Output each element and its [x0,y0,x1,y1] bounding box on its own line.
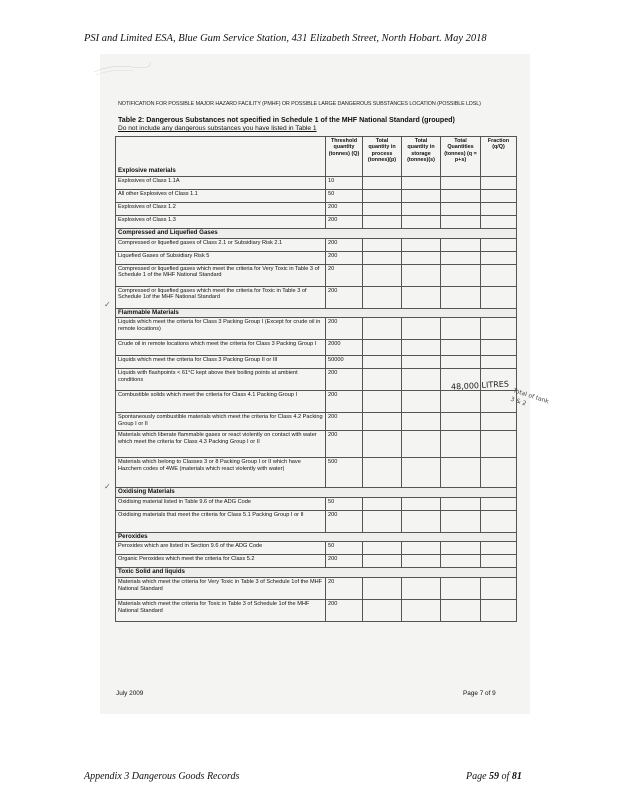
table-row [116,413,517,431]
threshold-value: 200 [326,238,363,251]
storage-cell [402,356,441,369]
total-cell [441,542,481,555]
substance-label: Liquids which meet the criteria for Class 3 Packing Group I (Except for crude oil in remote locations) [116,318,326,340]
process-cell [363,251,402,264]
storage-cell [402,216,441,229]
storage-cell [402,497,441,510]
scan-smudge-mark [92,58,152,78]
table-row [116,497,517,510]
storage-cell [402,264,441,286]
threshold-value: 500 [326,458,363,488]
storage-cell [402,413,441,431]
process-cell [363,431,402,458]
table-row [116,264,517,286]
document-header: PSI and Limited ESA, Blue Gum Service Station, 431 Elizabeth Street, North Hobart. May 2018 [84,33,487,44]
substance-label: Explosives of Class 1.1A [116,177,326,190]
table-row [116,286,517,308]
fraction-cell [481,177,517,190]
total-cell [441,318,481,340]
total-cell [441,391,481,413]
substance-label: Liquids with flashpoints < 61°C kept above their boiling points at ambient conditions [116,369,326,391]
dangerous-substances-table [115,136,517,622]
table-row [116,577,517,599]
total-cell [441,216,481,229]
storage-cell [402,369,441,391]
section-header-row [116,532,517,542]
section-title: Flammable Materials [116,308,517,318]
substance-label: Organic Peroxides which meet the criteria for Class 5.2 [116,555,326,568]
fraction-cell [481,318,517,340]
total-cell [441,356,481,369]
substance-label: Peroxides which are listed in Section 9.6 of the ADG Code [116,542,326,555]
storage-cell [402,431,441,458]
header-total: Total Quantities (tonnes) (q = p+s) [441,137,481,177]
table-row [116,340,517,356]
appendix-label: Appendix 3 Dangerous Goods Records [84,771,240,782]
header-process: Total quantity in process (tonnes)(p) [363,137,402,177]
table-row [116,177,517,190]
threshold-value: 200 [326,413,363,431]
process-cell [363,542,402,555]
process-cell [363,369,402,391]
section-title: Peroxides [116,532,517,542]
total-cell [441,510,481,532]
substance-label: Materials which meet the criteria for Very Toxic in Table 3 of Schedule 1of the MHF National Standard [116,577,326,599]
storage-cell [402,203,441,216]
page-number-total: 81 [511,771,522,782]
threshold-value: 200 [326,510,363,532]
storage-cell [402,190,441,203]
storage-cell [402,340,441,356]
notification-heading: NOTIFICATION FOR POSSIBLE MAJOR HAZARD FACILITY (PMHF) OR POSSIBLE LARGE DANGEROUS SUBSTANCES LOCATION (POSSIBLE LDSL) [118,101,481,107]
fraction-cell [481,251,517,264]
fraction-cell [481,431,517,458]
storage-cell [402,542,441,555]
substance-label: Combustible solids which meet the criteria for Class 4.1 Packing Group I [116,391,326,413]
total-cell [441,190,481,203]
section-title: Compressed and Liquefied Gases [116,229,517,239]
section-header-row [116,568,517,578]
process-cell [363,577,402,599]
substance-label: Materials which liberate flammable gases or react violently on contact with water which meet the criteria for Class 4.3 Packing Group I or II [116,431,326,458]
margin-tick-mark: ✓ [104,482,111,491]
table-row [116,458,517,488]
storage-cell [402,286,441,308]
fraction-cell [481,216,517,229]
total-cell [441,555,481,568]
process-cell [363,497,402,510]
fraction-cell [481,555,517,568]
table-row [116,555,517,568]
total-cell [441,238,481,251]
threshold-value: 200 [326,318,363,340]
fraction-cell [481,458,517,488]
process-cell [363,391,402,413]
process-cell [363,458,402,488]
threshold-value: 200 [326,216,363,229]
handwritten-note: Total of tank 3 & 2 [509,387,550,408]
storage-cell [402,458,441,488]
process-cell [363,190,402,203]
table-row [116,203,517,216]
handwritten-quantity: 48,000 LITRES [450,379,510,392]
fraction-cell [481,542,517,555]
substance-label: Materials which belong to Classes 3 or 8 Packing Group I or II which have Hazchem codes of 4WE (materials which react violently with water) [116,458,326,488]
fraction-cell [481,599,517,621]
section-explosive-materials: Explosive materials [116,137,326,177]
storage-cell [402,238,441,251]
page-number-current: 59 [489,771,500,782]
table-row [116,431,517,458]
table-row [116,216,517,229]
substance-label: Spontaneously combustible materials which meet the criteria for Class 4.2 Packing Group I or II [116,413,326,431]
substance-label: Oxidising material listed in Table 9.6 of the ADG Code [116,497,326,510]
process-cell [363,510,402,532]
substance-label: Crude oil in remote locations which meet the criteria for Class 3 Packing Group I [116,340,326,356]
substance-label: Compressed or liquefied gases of Class 2.1 or Subsidiary Risk 2.1 [116,238,326,251]
table-row [116,190,517,203]
substance-label: Explosives of Class 1.3 [116,216,326,229]
threshold-value: 50 [326,542,363,555]
storage-cell [402,555,441,568]
fraction-cell [481,577,517,599]
threshold-value: 200 [326,286,363,308]
substance-label: All other Explosives of Class 1.1 [116,190,326,203]
total-cell [441,251,481,264]
storage-cell [402,391,441,413]
total-cell [441,264,481,286]
table-row [116,542,517,555]
threshold-value: 2000 [326,340,363,356]
process-cell [363,555,402,568]
table-subtitle: Do not include any dangerous substances you have listed in Table 1 [118,125,317,132]
process-cell [363,356,402,369]
total-cell [441,413,481,431]
threshold-value: 200 [326,555,363,568]
process-cell [363,318,402,340]
threshold-value: 50000 [326,356,363,369]
section-header-row [116,308,517,318]
table-row [116,251,517,264]
total-cell [441,599,481,621]
section-header-row [116,488,517,498]
table-header-row [116,137,517,177]
process-cell [363,177,402,190]
storage-cell [402,251,441,264]
threshold-value: 200 [326,203,363,216]
table-row [116,318,517,340]
table-title: Table 2: Dangerous Substances not specified in Schedule 1 of the MHF National Standard (grouped) [118,116,455,124]
fraction-cell [481,340,517,356]
page-number: Page 59 of 81 [466,771,522,782]
table-row [116,510,517,532]
fraction-cell [481,203,517,216]
table-row [116,599,517,621]
storage-cell [402,577,441,599]
section-title: Toxic Solid and liquids [116,568,517,578]
threshold-value: 50 [326,497,363,510]
substance-label: Oxidising materials that meet the criteria for Class 5.1 Packing Group I or II [116,510,326,532]
section-title: Oxidising Materials [116,488,517,498]
threshold-value: 200 [326,431,363,458]
storage-cell [402,177,441,190]
threshold-value: 200 [326,251,363,264]
total-cell [441,340,481,356]
header-fraction: Fraction (q/Q) [481,137,517,177]
process-cell [363,203,402,216]
process-cell [363,264,402,286]
substance-label: Compressed or liquefied gases which meet the criteria for Toxic in Table 3 of Schedule 1of the MHF National Standard [116,286,326,308]
storage-cell [402,599,441,621]
process-cell [363,340,402,356]
table-row [116,391,517,413]
total-cell [441,577,481,599]
total-cell [441,177,481,190]
threshold-value: 200 [326,599,363,621]
substance-label: Liquids which meet the criteria for Class 3 Packing Group II or III [116,356,326,369]
fraction-cell [481,286,517,308]
storage-cell [402,318,441,340]
total-cell [441,431,481,458]
fraction-cell [481,497,517,510]
table-row [116,356,517,369]
total-cell [441,497,481,510]
process-cell [363,599,402,621]
process-cell [363,216,402,229]
threshold-value: 50 [326,190,363,203]
threshold-value: 200 [326,369,363,391]
fraction-cell [481,264,517,286]
process-cell [363,286,402,308]
total-cell [441,458,481,488]
fraction-cell [481,413,517,431]
total-cell [441,286,481,308]
header-threshold: Threshold quantity (tonnes) (Q) [326,137,363,177]
substance-label: Explosives of Class 1.2 [116,203,326,216]
table-row [116,238,517,251]
section-header-row [116,229,517,239]
header-storage: Total quantity in storage (tonnes)(s) [402,137,441,177]
threshold-value: 20 [326,264,363,286]
margin-tick-mark: ✓ [104,300,111,309]
substance-label: Liquefied Gases of Subsidiary Risk 5 [116,251,326,264]
inner-footer-page: Page 7 of 9 [463,690,496,697]
fraction-cell [481,510,517,532]
storage-cell [402,510,441,532]
process-cell [363,413,402,431]
total-cell [441,203,481,216]
fraction-cell [481,356,517,369]
fraction-cell [481,238,517,251]
threshold-value: 20 [326,577,363,599]
substance-label: Compressed or liquefied gases which meet the criteria for Very Toxic in Table 3 of Schedule 1 of the MHF National Standard [116,264,326,286]
process-cell [363,238,402,251]
inner-footer-date: July 2009 [116,690,144,697]
fraction-cell [481,190,517,203]
threshold-value: 200 [326,391,363,413]
substance-label: Materials which meet the criteria for Toxic in Table 3 of Schedule 1of the MHF National Standard [116,599,326,621]
threshold-value: 10 [326,177,363,190]
